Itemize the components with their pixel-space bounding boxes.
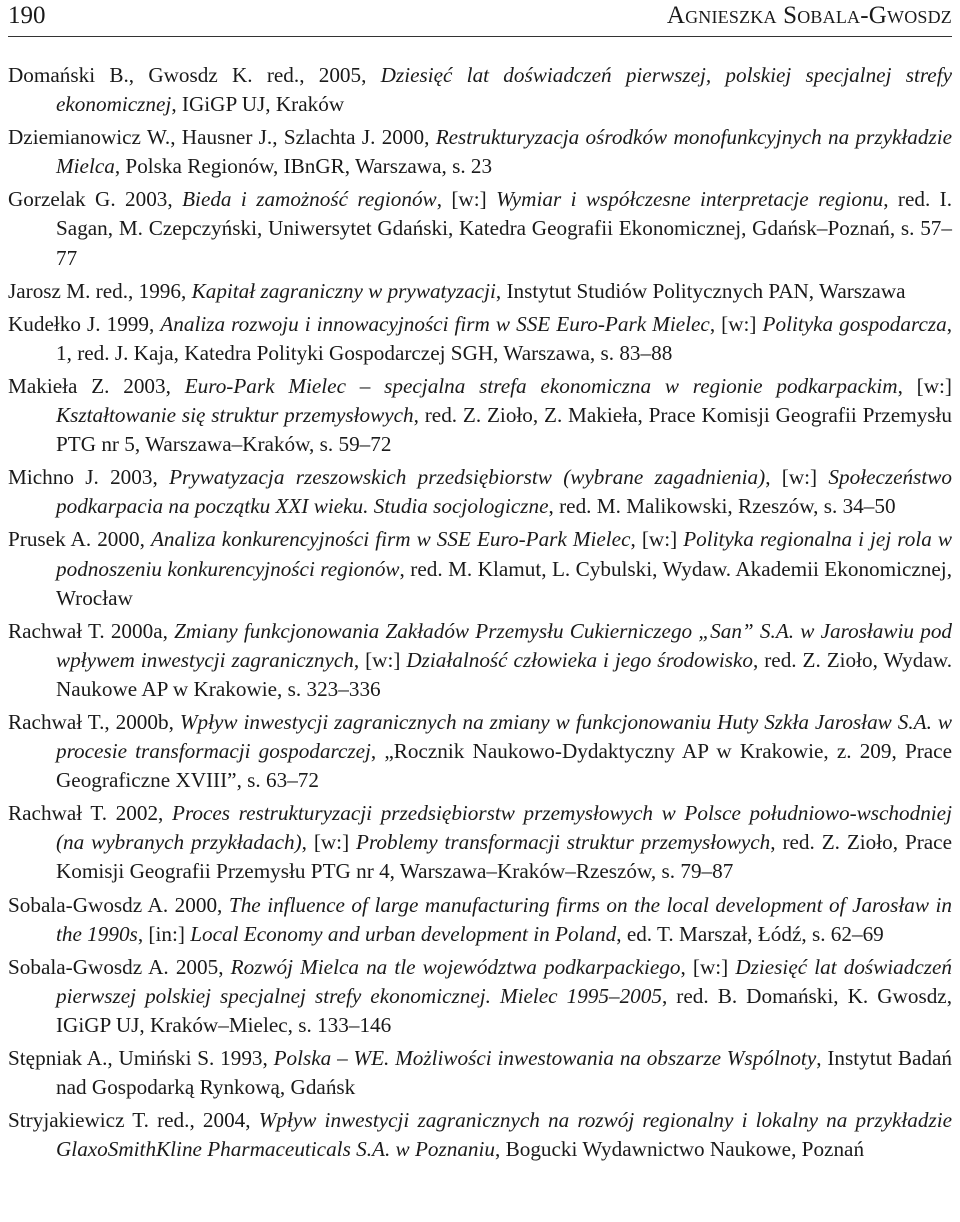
header-rule xyxy=(8,36,952,37)
reference-title: Działalność człowieka i jego środowisko xyxy=(406,647,753,672)
reference-text: Stępniak A., Umiński S. 1993, xyxy=(8,1046,274,1070)
reference-text: , Bogucki Wydawnictwo Naukowe, Poznań xyxy=(495,1137,865,1162)
reference-text: Dziemianowicz W., Hausner J., Szlachta J. 2000, xyxy=(8,125,436,150)
reference-text: , red. I. Sagan, M. Czepczyński, Uniwersytet Gdański, Katedra Geografii Ekonomicznej, Gdańsk–Poznań, s. 57–77 xyxy=(56,187,952,270)
reference-text: Jarosz M. red., 1996, xyxy=(8,278,192,303)
reference-entry xyxy=(8,708,952,795)
reference-entry xyxy=(8,891,952,949)
reference-title: Polityka regionalna i jej rola w podnoszeniu konkurencyjności regionów xyxy=(56,527,952,581)
reference-title: Local Economy and urban development in Poland xyxy=(190,921,617,946)
reference-entry xyxy=(8,372,952,459)
reference-title: Analiza rozwoju i innowacyjności firm w SSE Euro-Park Mielec xyxy=(160,311,710,336)
reference-text: Kudełko J. 1999, xyxy=(8,311,161,336)
reference-title: Wpływ inwestycji zagranicznych na zmiany w funkcjonowaniu Huty Szkła Jarosław S.A. w procesie transformacji gospodarczej xyxy=(56,709,952,764)
reference-text: , red. Z. Zioło, Prace Komisji Geografii Przemysłu PTG nr 4, Warszawa–Kraków–Rzeszów, s. 79–87 xyxy=(56,830,952,884)
reference-entry xyxy=(8,799,952,886)
reference-text: , red. M. Klamut, L. Cybulski, Wydaw. Akademii Ekonomicznej, Wrocław xyxy=(56,556,952,610)
reference-text: , ed. T. Marszał, Łódź, s. 62–69 xyxy=(616,921,884,946)
reference-title: The influence of large manufacturing firms on the local development of Jarosław in the 1990s xyxy=(56,892,952,946)
reference-title: Rozwój Mielca na tle województwa podkarpackiego xyxy=(230,954,681,979)
reference-text: , Instytut Badań nad Gospodarką Rynkową, Gdańsk xyxy=(56,1046,952,1100)
reference-text: , [w:] xyxy=(897,373,952,398)
reference-text: Michno J. 2003, xyxy=(8,465,170,490)
reference-title: Bieda i zamożność regionów xyxy=(182,187,437,212)
reference-text: , [w:] xyxy=(680,954,736,979)
reference-title: Społeczeństwo podkarpacia na początku XXI wieku. Studia socjologiczne xyxy=(56,465,952,519)
reference-title: Polityka gospodarcza xyxy=(762,311,947,336)
reference-text: , red. M. Malikowski, Rzeszów, s. 34–50 xyxy=(548,494,896,519)
reference-text: , red. B. Domański, K. Gwosdz, IGiGP UJ, Kraków–Mielec, s. 133–146 xyxy=(56,983,952,1037)
reference-text: , Polska Regionów, IBnGR, Warszawa, s. 23 xyxy=(114,154,493,179)
reference-text: Stryjakiewicz T. red., 2004, xyxy=(8,1108,259,1133)
reference-text: Gorzelak G. 2003, xyxy=(8,187,183,212)
reference-title: Dziesięć lat doświadczeń pierwszej polskiej specjalnej strefy ekonomicznej. Mielec 1995–2005 xyxy=(56,954,953,1008)
reference-entry xyxy=(8,1044,952,1102)
reference-entry xyxy=(8,277,952,306)
reference-text: Rachwał T., 2000b, xyxy=(8,709,180,734)
reference-text: , [w:] xyxy=(630,527,684,552)
reference-text: , [w:] xyxy=(436,187,497,212)
reference-title: Problemy transformacji struktur przemysłowych xyxy=(356,830,771,855)
reference-entry xyxy=(8,953,952,1040)
reference-title: Restrukturyzacja ośrodków monofunkcyjnych na przykładzie Mielca xyxy=(56,125,952,179)
reference-title: Prywatyzacja rzeszowskich przedsiębiorstw (wybrane zagadnienia) xyxy=(169,465,766,490)
reference-entry xyxy=(8,617,952,704)
reference-title: Kształtowanie się struktur przemysłowych xyxy=(56,403,414,428)
reference-title: Analiza konkurencyjności firm w SSE Euro-Park Mielec xyxy=(150,527,631,552)
reference-text: , „Rocznik Naukowo-Dydaktyczny AP w Krakowie, z. 209, Prace Geograficzne XVIII”, s. 63–72 xyxy=(56,739,952,793)
reference-title: Kapitał zagraniczny w prywatyzacji xyxy=(191,278,496,303)
reference-text: , red. Z. Zioło, Wydaw. Naukowe AP w Krakowie, s. 323–336 xyxy=(56,647,952,701)
reference-entry xyxy=(8,525,952,612)
reference-text: Rachwał T. 2000a, xyxy=(8,618,175,643)
reference-title: Dziesięć lat doświadczeń pierwszej, polskiej specjalnej strefy ekonomicznej xyxy=(56,63,952,117)
reference-text: Domański B., Gwosdz K. red., 2005, xyxy=(8,63,381,87)
reference-text: , [w:] xyxy=(353,647,407,672)
reference-title: Proces restrukturyzacji przedsiębiorstw przemysłowych w Polsce południowo-wschodniej (na wybranych przykładach) xyxy=(56,801,952,855)
page-header xyxy=(8,0,952,30)
reference-title: Zmiany funkcjonowania Zakładów Przemysłu Cukierniczego „San” S.A. w Jarosławiu pod wpływem inwestycji zagranicznych xyxy=(56,618,953,672)
reference-text: , IGiGP UJ, Kraków xyxy=(171,92,345,117)
reference-entry xyxy=(8,1106,952,1164)
reference-entry xyxy=(8,463,952,521)
reference-text: , [w:] xyxy=(301,830,357,855)
reference-text: Rachwał T. 2002, xyxy=(8,801,172,826)
reference-text: , red. Z. Zioło, Z. Makieła, Prace Komisji Geografii Przemysłu PTG nr 5, Warszawa–Kraków, s. 59–72 xyxy=(56,403,953,457)
reference-text: , [w:] xyxy=(765,465,829,490)
reference-text: , [in:] xyxy=(137,921,191,946)
reference-text: Sobala-Gwosdz A. 2000, xyxy=(8,892,229,917)
reference-title: Euro-Park Mielec – specjalna strefa ekonomiczna w regionie podkarpackim xyxy=(184,373,898,398)
reference-text: , [w:] xyxy=(709,311,763,336)
reference-text: Makieła Z. 2003, xyxy=(8,373,185,398)
reference-title: Wpływ inwestycji zagranicznych na rozwój regionalny i lokalny na przykładzie GlaxoSmithKline Pharmaceuticals S.A. w Poznaniu xyxy=(56,1108,952,1162)
reference-entry xyxy=(8,123,952,181)
page-number: 190 xyxy=(8,2,46,29)
reference-text: , Instytut Studiów Politycznych PAN, Warszawa xyxy=(495,278,906,303)
reference-entry xyxy=(8,310,952,368)
reference-title: Polska – WE. Możliwości inwestowania na obszarze Wspólnoty xyxy=(273,1046,817,1070)
running-head-author: Agnieszka Sobala-Gwosdz xyxy=(666,2,952,29)
reference-text: Sobala-Gwosdz A. 2005, xyxy=(8,954,231,979)
reference-text: , 1, red. J. Kaja, Katedra Polityki Gospodarczej SGH, Warszawa, s. 83–88 xyxy=(56,311,952,365)
reference-entry xyxy=(8,61,952,119)
reference-text: Prusek A. 2000, xyxy=(8,527,151,552)
reference-entry xyxy=(8,185,952,272)
reference-title: Wymiar i współczesne interpretacje regionu xyxy=(496,187,884,212)
bibliography-list xyxy=(8,61,952,1168)
